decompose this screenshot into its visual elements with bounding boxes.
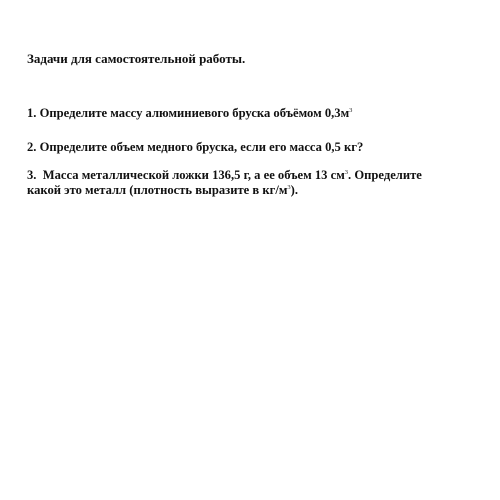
task-3-text-d: ). [290,183,298,197]
task-3-superscript-a: 3 [344,169,349,176]
task-2-number: 2. [27,140,37,154]
task-3-text-a: Масса металлической ложки 136,5 г, а ее объем 13 см [42,168,345,182]
task-3-text-b: . Определите [348,168,422,182]
document-heading: Задачи для самостоятельной работы. [27,51,246,66]
task-3-line-1 [27,168,422,182]
task-3-text-c: какой это металл (плотность выразите в кг/м [27,183,288,197]
task-1 [27,106,352,121]
task-3-line-2 [27,183,422,198]
task-1-superscript: 3 [349,107,353,114]
task-1-text: Определите массу алюминиевого бруска объёмом 0,3м [39,106,350,120]
task-2 [27,140,363,155]
task-1-number: 1. [27,106,37,120]
task-3-number: 3. [27,168,37,182]
task-3-superscript-c: 3 [287,184,291,191]
task-2-text: Определите объем медного бруска, если его масса 0,5 кг? [39,140,364,154]
task-3 [27,168,422,198]
